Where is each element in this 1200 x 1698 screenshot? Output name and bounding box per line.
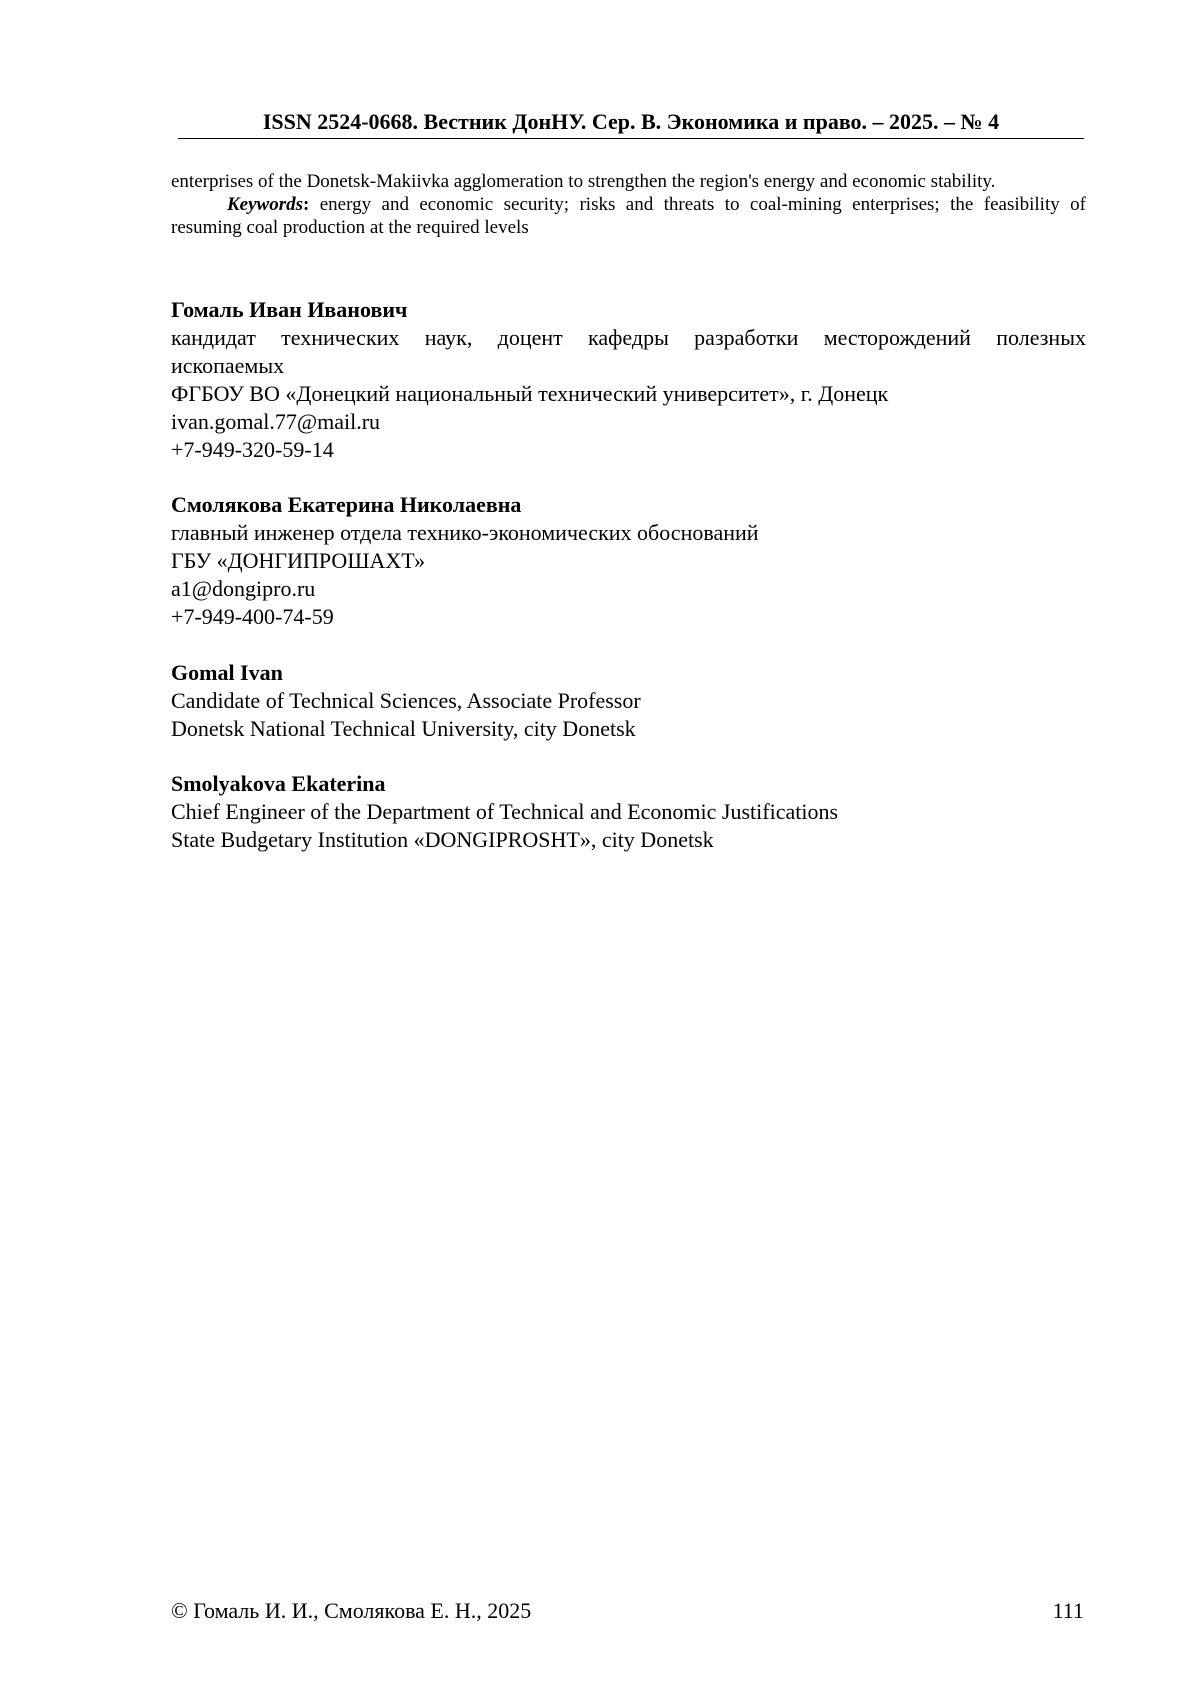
author-position: Candidate of Technical Sciences, Associate Professor — [171, 688, 641, 713]
footer-copyright: © Гомаль И. И., Смолякова Е. Н., 2025 — [171, 1598, 532, 1623]
keywords-label: Keywords — [227, 194, 303, 215]
abstract-continuation — [171, 170, 1086, 239]
author-info-en-smolyakova — [171, 770, 1086, 854]
author-name: Smolyakova Ekaterina — [171, 771, 386, 796]
author-info-ru-smolyakova — [171, 491, 1086, 631]
keywords-paragraph — [171, 193, 1086, 239]
author-affiliation: ФГБОУ ВО «Донецкий национальный технический университет», г. Донецк — [171, 381, 889, 406]
author-position: главный инженер отдела технико-экономических обоснований — [171, 520, 759, 545]
author-affiliation: ГБУ «ДОНГИПРОШАХТ» — [171, 548, 426, 573]
author-position-line1: кандидат технических наук, доцент кафедры разработки месторождений полезных — [171, 325, 1086, 350]
author-position: Chief Engineer of the Department of Technical and Economic Justifications — [171, 799, 839, 824]
journal-running-header — [178, 105, 1084, 139]
author-phone: +7-949-400-74-59 — [171, 604, 334, 629]
author-position-line2: ископаемых — [171, 353, 285, 378]
keywords-colon: : — [303, 194, 310, 215]
author-name: Гомаль Иван Иванович — [171, 297, 408, 322]
author-affiliation: State Budgetary Institution «DONGIPROSHT», city Donetsk — [171, 827, 714, 852]
author-name: Gomal Ivan — [171, 660, 283, 685]
journal-header-title: ISSN 2524-0668. Вестник ДонНУ. Сер. В. Экономика и право. – 2025. – № 4 — [262, 109, 1000, 134]
author-affiliation: Donetsk National Technical University, city Donetsk — [171, 716, 636, 741]
author-name: Смолякова Екатерина Николаевна — [171, 492, 522, 517]
author-email: ivan.gomal.77@mail.ru — [171, 409, 381, 434]
author-info-ru-gomal — [171, 296, 1086, 464]
author-email: a1@dongipro.ru — [171, 576, 316, 601]
page-number: 111 — [1052, 1598, 1084, 1623]
keywords-text: energy and economic security; risks and threats to coal-mining enterprises; the feasibility of resuming coal production at the required levels — [171, 194, 1086, 238]
abstract-text: enterprises of the Donetsk-Makiivka agglomeration to strengthen the region's energy and economic stability. — [171, 171, 996, 192]
author-phone: +7-949-320-59-14 — [171, 437, 334, 462]
author-info-en-gomal — [171, 659, 1086, 743]
